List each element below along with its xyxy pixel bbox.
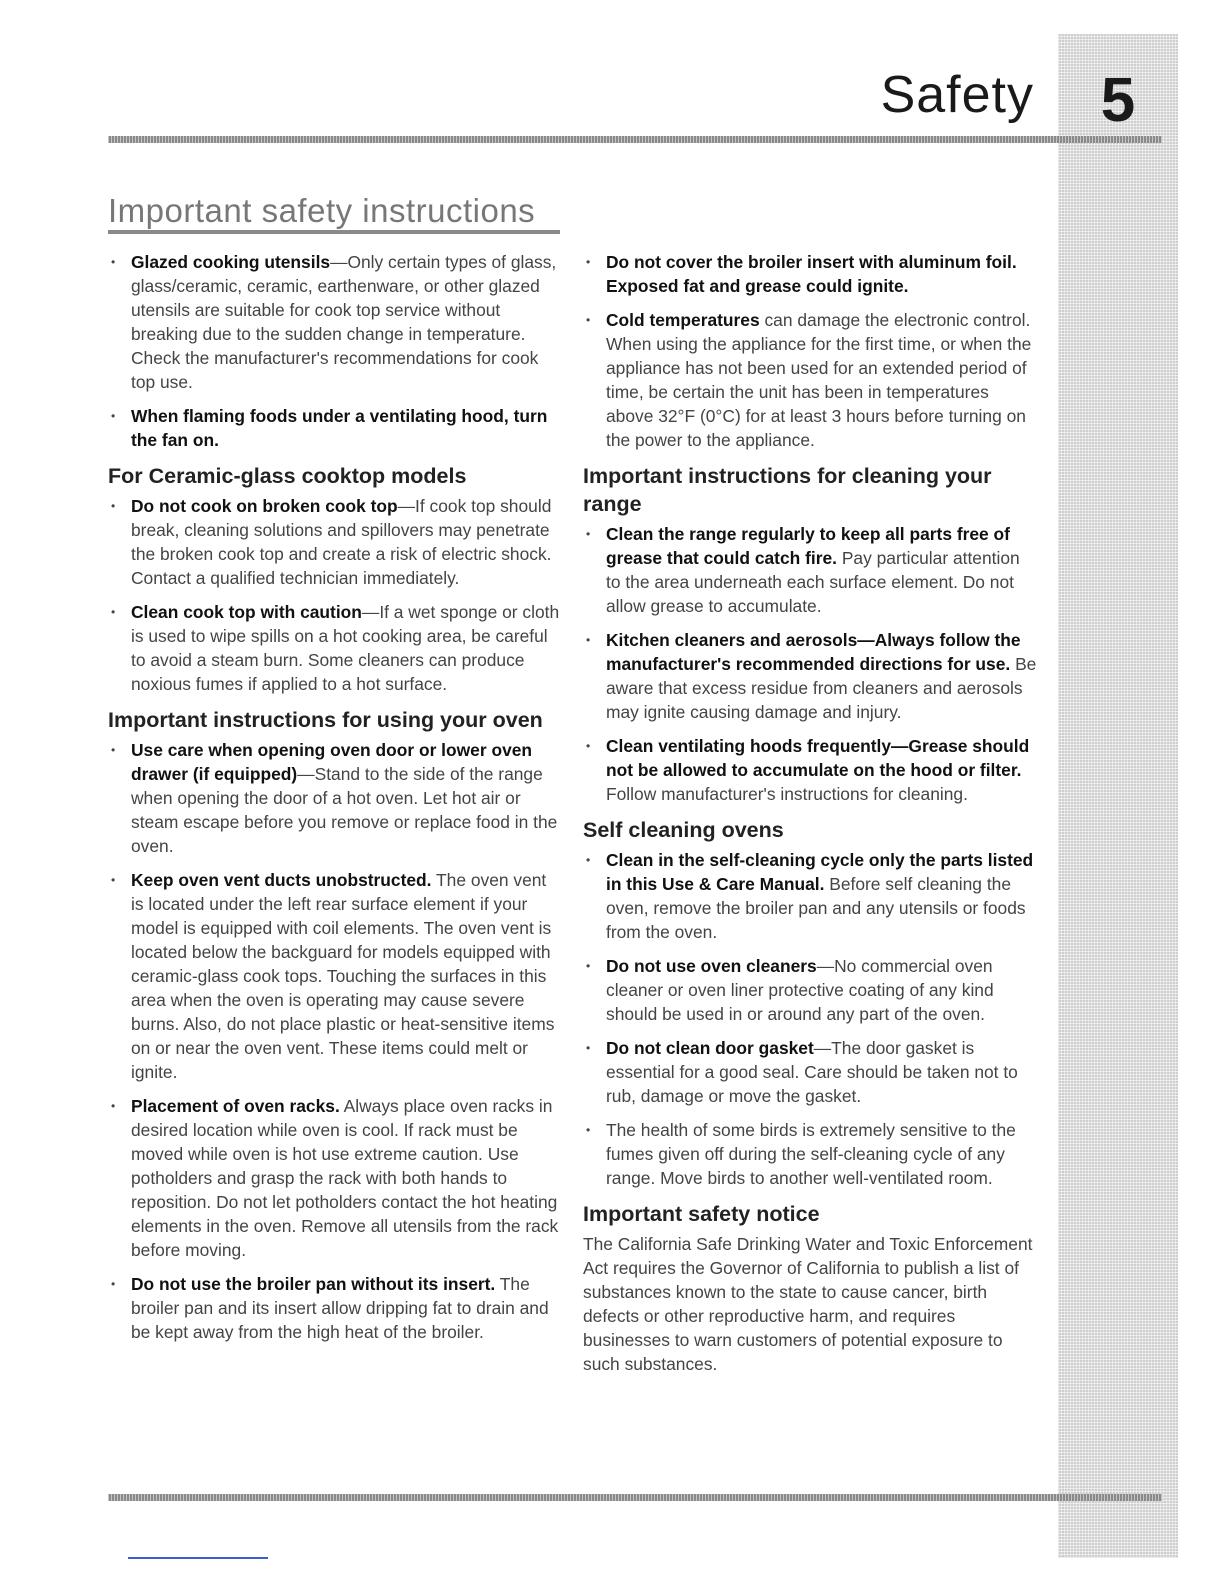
bullet-flaming-foods: • When flaming foods under a ventilating hood, turn the fan on. bbox=[108, 404, 563, 452]
bullet-broiler-foil: • Do not cover the broiler insert with aluminum foil. Exposed fat and grease could ignite. bbox=[583, 250, 1038, 298]
bullet-cold-temperatures: • Cold temperatures can damage the electronic control. When using the appliance for the first time, or when the appliance has not been used for an extended period of time, be certain the unit has been in temperatures above 32°F (0°C) for at least 3 hours before turning on the power to the appliance. bbox=[583, 308, 1038, 452]
bullet-clean-cooktop: • Clean cook top with caution—If a wet sponge or cloth is used to wipe spills on a hot cooking area, be careful to avoid a steam burn. Some cleaners can produce noxious fumes if applied to a hot surface. bbox=[108, 600, 563, 696]
bullet-broken-cooktop: • Do not cook on broken cook top—If cook top should break, cleaning solutions and spillovers may penetrate the broken cook top and create a risk of electric shock. Contact a qualified technician immediately. bbox=[108, 494, 563, 590]
subhead-using-oven: Important instructions for using your oven bbox=[108, 708, 543, 732]
footer-link-line bbox=[128, 1557, 268, 1559]
bullet-vent-ducts: • Keep oven vent ducts unobstructed. The oven vent is located under the left rear surface element if your model is equipped with coil elements. The oven vent is located below the backguard for models equipped with ceramic-glass cook tops. Touching the surfaces in this area when the oven is operating may cause severe burns. Also, do not place plastic or heat-sensitive items on or near the oven vent. These items could melt or ignite. bbox=[108, 868, 563, 1084]
footer-rule bbox=[108, 1494, 1162, 1501]
subhead-cleaning-range: Important instructions for cleaning your range bbox=[583, 464, 992, 516]
header-rule bbox=[108, 136, 1162, 143]
bullet-door-gasket: • Do not clean door gasket—The door gasket is essential for a good seal. Care should be taken not to rub, damage or move the gasket. bbox=[583, 1036, 1038, 1108]
bullet-oven-cleaners: • Do not use oven cleaners—No commercial oven cleaner or oven liner protective coating of any kind should be used in or around any part of the oven. bbox=[583, 954, 1038, 1026]
bullet-clean-regularly: • Clean the range regularly to keep all parts free of grease that could catch fire. Pay particular attention to the area underneath each surface element. Do not allow grease to accumulate. bbox=[583, 522, 1038, 618]
right-column bbox=[583, 250, 1038, 1376]
bullet-ventilating-hoods: • Clean ventilating hoods frequently—Grease should not be allowed to accumulate on the hood or filter. Follow manufacturer's instructions for cleaning. bbox=[583, 734, 1038, 806]
bullet-birds: • The health of some birds is extremely sensitive to the fumes given off during the self-cleaning cycle of any range. Move birds to another well-ventilated room. bbox=[583, 1118, 1038, 1190]
page-header-title: Safety bbox=[880, 66, 1034, 124]
subhead-safety-notice: Important safety notice bbox=[583, 1202, 820, 1226]
bullet-kitchen-cleaners: • Kitchen cleaners and aerosols—Always follow the manufacturer's recommended directions for use. Be aware that excess residue from cleaners and aerosols may ignite causing damage and injury. bbox=[583, 628, 1038, 724]
bullet-oven-door: • Use care when opening oven door or lower oven drawer (if equipped)—Stand to the side of the range when opening the door of a hot oven. Let hot air or steam escape before you remove or replace food in the oven. bbox=[108, 738, 563, 858]
page-number: 5 bbox=[1100, 66, 1136, 135]
bullet-self-clean-parts: • Clean in the self-cleaning cycle only the parts listed in this Use & Care Manual. Before self cleaning the oven, remove the broiler pan and any utensils or foods from the oven. bbox=[583, 848, 1038, 944]
left-column bbox=[108, 250, 563, 1354]
section-title-underline bbox=[108, 230, 560, 234]
safety-notice-paragraph: The California Safe Drinking Water and Toxic Enforcement Act requires the Governor of California to publish a list of substances known to the state to cause cancer, birth defects or other reproductive harm, and requires businesses to warn customers of potential exposure to such substances. bbox=[583, 1234, 1033, 1374]
section-title: Important safety instructions bbox=[108, 192, 536, 229]
bullet-broiler-pan: • Do not use the broiler pan without its insert. The broiler pan and its insert allow dripping fat to drain and be kept away from the high heat of the broiler. bbox=[108, 1272, 563, 1344]
bullet-glazed-utensils: • Glazed cooking utensils—Only certain types of glass, glass/ceramic, ceramic, earthenware, or other glazed utensils are suitable for cook top service without breaking due to the sudden change in temperature. Check the manufacturer's recommendations for cook top use. bbox=[108, 250, 563, 394]
subhead-self-cleaning: Self cleaning ovens bbox=[583, 818, 784, 842]
bullet-oven-racks: • Placement of oven racks. Always place oven racks in desired location while oven is cool. If rack must be moved while oven is hot use extreme caution. Use potholders and grasp the rack with both hands to reposition. Do not let potholders contact the hot heating elements in the oven. Remove all utensils from the rack before moving. bbox=[108, 1094, 563, 1262]
side-tab-band bbox=[1058, 34, 1178, 1558]
subhead-ceramic-glass: For Ceramic-glass cooktop models bbox=[108, 464, 467, 488]
